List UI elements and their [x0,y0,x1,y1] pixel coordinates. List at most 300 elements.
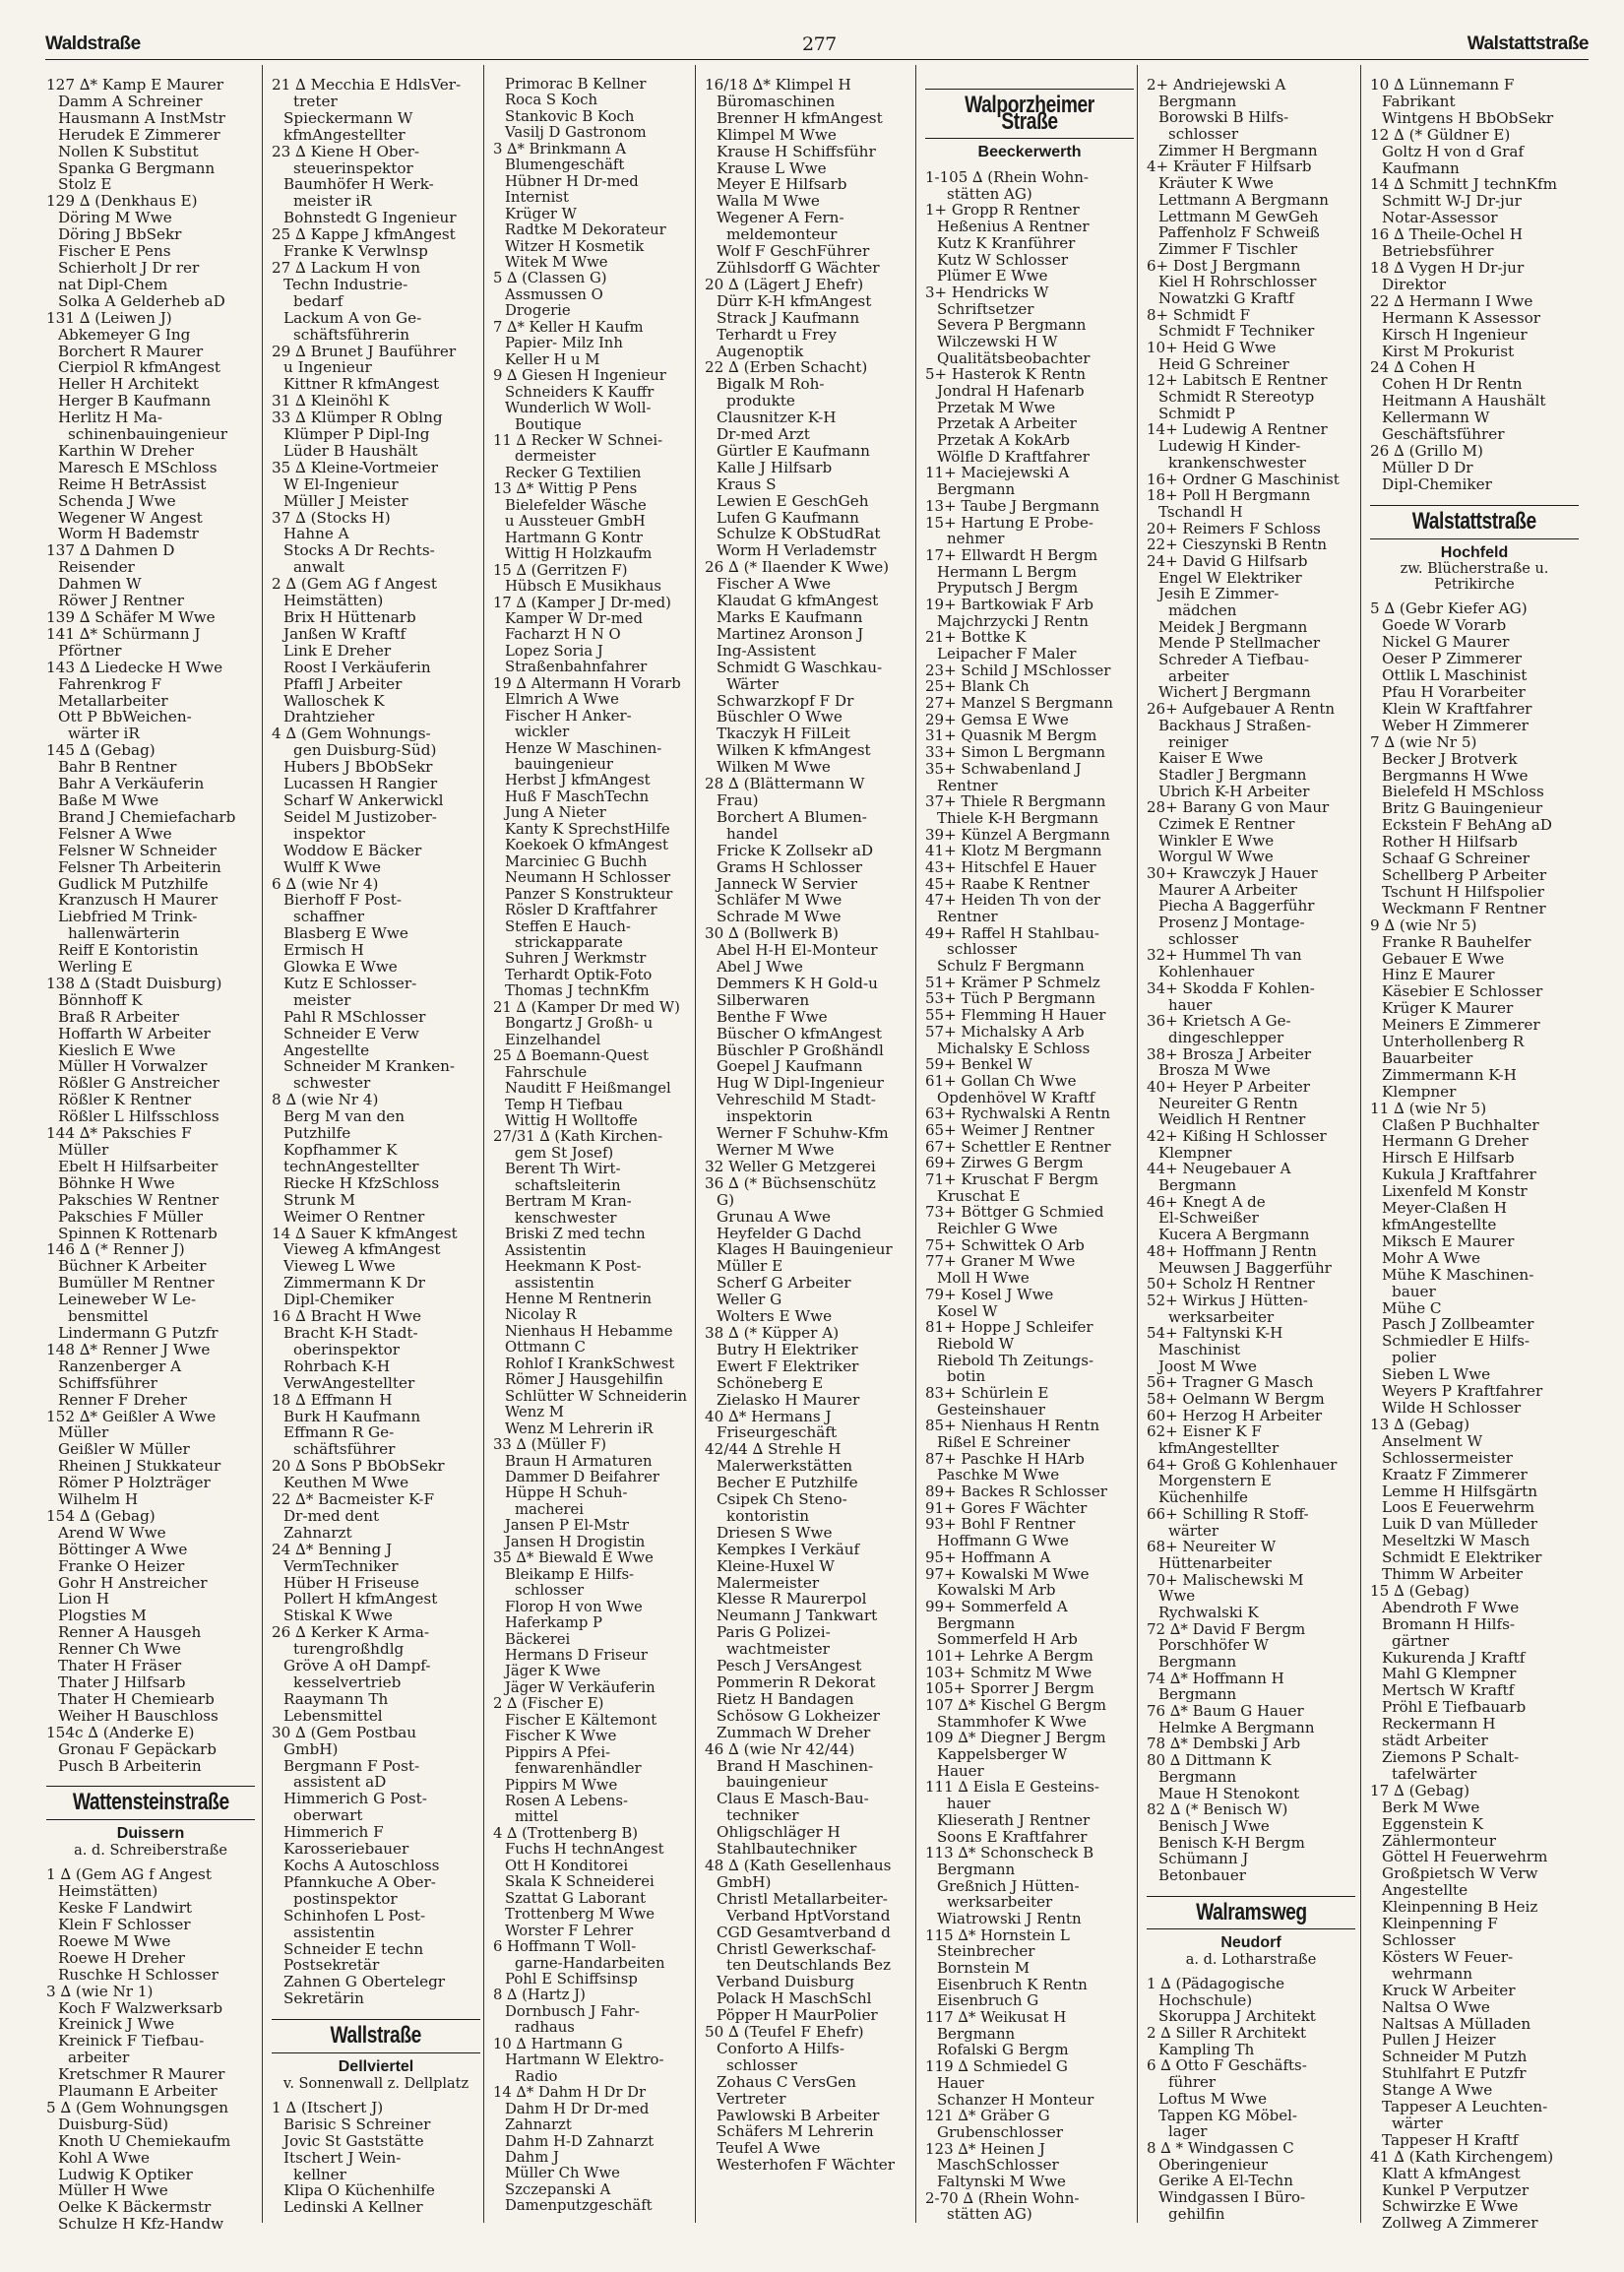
directory-entry: Weller G [717,1291,782,1309]
directory-entry: Wenz M Lehrerin iR [505,1420,654,1437]
directory-entry: Lemme H Hilfsgärtn [1382,1482,1538,1500]
directory-entry: Schellberg P Arbeiter [1382,865,1547,884]
section-rule [1370,538,1579,539]
directory-entry: Bierhoff F Post- [283,891,402,910]
directory-entry: schlosser [515,1582,585,1600]
directory-entry: Weckmann F Rentner [1382,899,1546,917]
directory-entry: Tschandl H [1158,502,1243,521]
directory-entry: Direktor [1382,275,1446,293]
directory-entry: Klipa O Küchenhilfe [283,2181,435,2200]
directory-entry: Schwarzkopf F Dr [717,691,854,710]
directory-entry: Jäger K Wwe [505,1663,601,1680]
directory-entry: Kalle J Hilfsarb [717,458,833,476]
street-section-header [272,2019,480,2092]
section-rule [1370,505,1579,506]
directory-entry: reiniger [1168,732,1228,751]
directory-entry: Zühlsdorff G Wächter [717,258,880,277]
directory-entry: Bergmann [1158,92,1237,110]
directory-entry: Worm H Verlademstr [717,541,877,560]
directory-entry: bedarf [293,291,344,310]
directory-entry: Kukurenda J Kraftf [1382,1648,1526,1667]
directory-entry: Kohlenhauer [1158,963,1255,981]
directory-entry: Gürtler E Kaufmann [717,441,870,460]
directory-entry: Kieslich E Wwe [58,1041,176,1059]
directory-entry: treter [293,92,338,110]
directory-entry: Kranzusch H Maurer [58,891,219,910]
directory-entry: 15 ∆ (Gebag) [1370,1581,1470,1600]
directory-entry: schlosser [947,940,1018,959]
directory-entry: 17+ Ellwardt H Bergm [925,545,1098,564]
directory-entry: Damenputzgeschäft [505,2197,653,2215]
directory-entry: Krüger K Maurer [1382,999,1514,1018]
directory-entry: bauingenieur [515,756,613,774]
directory-entry: Zahnarzt [283,1523,352,1542]
directory-entry: Keuthen M Wwe [283,1474,409,1492]
directory-entry: 14 ∆* Dahm H Dr Dr [493,2084,647,2102]
directory-entry: 26 ∆ Kerker K Arma- [272,1623,430,1642]
directory-entry: 16/18 ∆* Klimpel H [705,76,851,94]
directory-entry: Betriebsführer [1382,242,1494,261]
directory-entry: Berk M Wwe [1382,1798,1480,1816]
directory-entry: Verband HptVorstand [726,1906,891,1925]
directory-entry: Kutz E Schlosser- [283,974,417,992]
directory-entry: Büschler O Wwe [717,708,843,726]
district-name: Beeckerwerth [977,144,1082,161]
directory-entry: 25 ∆ Boemann-Quest [493,1047,649,1065]
directory-entry: Zahnen G Obertelegr [283,1973,446,1991]
directory-entry: Wölfle D Kraftfahrer [937,447,1090,466]
directory-entry: Dahmen W [58,575,142,594]
directory-entry: Zimmer H Bergmann [1158,141,1318,159]
directory-entry: 138 ∆ (Stadt Duisburg) [46,974,222,992]
directory-entry: Gudlick M Putzhilfe [58,874,209,893]
header-rule [45,59,1589,60]
directory-entry: Ruschke H Schlosser [58,1965,219,1984]
directory-entry: Grubenschlosser [937,2122,1063,2141]
directory-entry: 11 ∆ Recker W Schnei- [493,431,663,449]
directory-entry: Facharzt H N O [505,626,621,644]
directory-entry: Benisch K-H Bergm [1158,1833,1305,1852]
directory-entry: 22+ Cieszynski B Rentn [1147,536,1327,554]
directory-entry: Schlosser [1382,1930,1456,1949]
district-name: Dellviertel [338,2058,414,2076]
directory-entry: städt Arbeiter [1382,1732,1488,1750]
directory-entry: Krüger W [505,205,577,222]
directory-entry: Bongartz J Großh- u [505,1015,654,1033]
directory-entry: GmbH) [717,1872,772,1891]
directory-entry: Walla M Wwe [717,192,820,211]
directory-entry: Klempner [1158,1143,1232,1162]
district-name: Duissern [116,1825,185,1843]
directory-entry: Bielefelder Wäsche [505,496,647,514]
section-rule [46,1819,255,1820]
directory-entry: 30 ∆ (Bollwerk B) [705,924,839,943]
directory-entry: 99+ Sommerfeld A [925,1597,1068,1615]
directory-entry: nehmer [947,530,1005,548]
directory-entry: Barisic S Schreiner [283,2114,431,2133]
directory-entry: 30+ Krawczyk J Hauer [1147,864,1318,882]
directory-entry: 62+ Eisner K F [1147,1422,1262,1441]
street-section-header [1370,505,1579,594]
directory-entry: Jansen P El-Mstr [505,1517,629,1535]
directory-entry: 35+ Schwabenland J [925,759,1082,778]
directory-entry: kesselvertrieb [293,1673,402,1691]
directory-entry: Kappelsberger W [937,1745,1068,1764]
directory-entry: Tappen KG Möbel- [1158,2106,1297,2124]
directory-entry: gärtner [1392,1631,1450,1650]
directory-entry: Huß F MaschTechn [505,788,650,805]
directory-entry: 123 ∆* Heinen J [925,2139,1045,2158]
directory-entry: Oeser P Zimmerer [1382,650,1523,668]
directory-entry: Thater H Chemiearb [58,1689,215,1708]
directory-entry: 6 ∆ Otto F Geschäfts- [1147,2056,1307,2075]
directory-entry: Schläfer M Wwe [717,891,843,910]
directory-entry: Meiners E Zimmerer [1382,1016,1540,1035]
directory-entry: 10 ∆ Hartmann G [493,2035,623,2052]
directory-entry: 7 ∆ (wie Nr 5) [1370,732,1477,751]
directory-entry: hauer [947,1795,991,1813]
directory-entry: Kleinpenning B Heiz [1382,1898,1538,1917]
directory-entry: Pesch J VersAngest [717,1657,862,1675]
directory-entry: Przetak A KokArb [937,431,1070,450]
section-rule [925,89,1134,90]
directory-entry: Raaymann Th [283,1689,389,1708]
directory-entry: Rösler D Kraftfahrer [505,902,657,919]
column-separator [915,65,916,2223]
directory-entry: Geißler W Müller [58,1440,190,1459]
directory-entry: Becker J Brotverk [1382,749,1518,768]
directory-entry: Benthe F Wwe [717,1007,828,1026]
directory-entry: Wilhelm H [58,1490,139,1509]
directory-entry: 61+ Gollan Ch Wwe [925,1071,1077,1090]
directory-entry: Gröve A oH Dampf- [283,1657,431,1675]
directory-entry: Wegener A Fern- [717,209,844,227]
directory-entry: Dr-med dent [283,1506,380,1525]
directory-entry: 4 ∆ (Trottenberg B) [493,1824,639,1842]
directory-entry: Zimmermann K-H [1382,1065,1517,1084]
directory-entry: Ranzenberger A [58,1357,182,1375]
directory-entry: Felsner A Wwe [58,824,172,843]
directory-entry: 12+ Labitsch E Rentner [1147,371,1328,390]
directory-entry: Przetak M Wwe [937,398,1056,416]
directory-entry: Brix H Hüttenarb [283,608,416,626]
directory-entry: Blasberg E Wwe [283,924,408,943]
directory-entry: CGD Gesamtverband d [717,1923,891,1941]
directory-entry: Nollen K Substitut [58,142,199,160]
directory-entry: Leineweber W Le- [58,1291,197,1309]
directory-entry: 2 ∆ Siller R Architekt [1147,2024,1306,2043]
directory-entry: Vertreter [717,2089,786,2108]
directory-entry: mittel [515,1808,559,1826]
directory-entry: 23+ Schild J MSchlosser [925,661,1111,679]
directory-entry: Zummach W Dreher [717,1723,871,1741]
directory-entry: 32+ Hummel Th van [1147,946,1302,965]
directory-entry: 48+ Hoffmann J Rentn [1147,1241,1317,1260]
directory-entry: Becher E Putzhilfe [717,1474,858,1492]
directory-entry: Stuhlfahrt E Putzfr [1382,2064,1527,2083]
directory-entry: Schulze K ObStudRat [717,525,881,543]
directory-entry: Eisenbruch K Rentn [937,1975,1088,1993]
directory-entry: Woddow E Bäcker [283,841,422,859]
directory-entry: 18 ∆ Vygen H Dr-jur [1370,258,1525,277]
district-name: Neudorf [1220,1934,1281,1952]
directory-entry: 60+ Herzog H Arbeiter [1147,1406,1323,1424]
directory-entry: 37 ∆ (Stocks H) [272,508,391,527]
directory-entry: 129 ∆ (Denkhaus E) [46,192,198,211]
directory-entry: Müller H Wwe [58,2181,168,2200]
directory-entry: wachtmeister [726,1640,830,1659]
directory-entry: Stange A Wwe [1382,2081,1493,2100]
directory-entry: Renner Ch Wwe [58,1640,181,1659]
directory-entry: Hartmann W Elektro- [505,2051,664,2069]
directory-entry: Dipl-Chemiker [1382,474,1492,493]
directory-entry: Czimek E Rentner [1158,814,1295,833]
page-number: 277 [802,33,837,55]
directory-entry: Wilken K kfmAngest [717,741,871,760]
directory-entry: 7 ∆* Keller H Kaufm [493,318,644,336]
directory-entry: Klümper P Dipl-Ing [283,425,430,444]
directory-entry: Bergmann [937,1613,1016,1632]
directory-entry: Walloschek K [283,691,385,710]
directory-entry: Abel H-H El-Monteur [717,941,878,960]
directory-entry: hauer [1168,995,1213,1014]
directory-entry: Kohl A Wwe [58,2148,150,2167]
directory-entry: Mende P Stellmacher [1158,634,1321,653]
directory-entry: Dipl-Chemiker [283,1291,394,1309]
directory-entry: kfmAngestellte [1382,1216,1497,1233]
directory-entry: Elmrich A Wwe [505,691,619,709]
directory-entry: Abendroth F Wwe [1382,1598,1520,1616]
directory-entry: Pippirs A Pfei- [505,1743,611,1761]
directory-entry: Bumüller M Rentner [58,1274,215,1293]
directory-entry: Kopfhammer K [283,1141,398,1159]
directory-entry: Rößler K Rentner [58,1091,192,1109]
directory-entry: Wichert J Bergmann [1158,683,1311,702]
directory-entry: Lewien E GeschGeh [717,491,869,510]
directory-entry: Kellermann W [1382,409,1490,427]
directory-entry: Claßen P Buchhalter [1382,1115,1539,1134]
directory-entry: 5+ Hasterok K Rentn [925,365,1087,384]
directory-entry: Hinz E Maurer [1382,966,1495,984]
directory-entry: Schreder A Tiefbau- [1158,651,1309,669]
directory-entry: Schneider E Verw [283,1024,419,1042]
directory-entry: Helmke A Bergmann [1158,1718,1315,1736]
directory-entry: Pakschies W Rentner [58,1190,219,1209]
directory-entry: Christl Gewerkschaf- [717,1939,877,1958]
directory-entry: 46 ∆ (wie Nr 42/44) [705,1739,855,1758]
directory-entry: Fabrikant [1382,92,1456,110]
directory-entry: Pippirs M Wwe [505,1776,618,1794]
directory-entry: Claus E Masch-Bau- [717,1790,869,1808]
directory-entry: Seidel M Justizober- [283,807,437,826]
directory-entry: Franke K Verwlnsp [283,242,428,261]
column-3 [493,77,702,2215]
directory-entry: G) [717,1190,735,1209]
directory-entry: 148 ∆* Renner J Wwe [46,1340,211,1358]
directory-entry: Keske F Landwirt [58,1899,192,1918]
directory-entry: 22 ∆* Bacmeister K-F [272,1490,435,1509]
directory-entry: wärter [1392,2114,1443,2132]
directory-entry: Nowatzki G Kraftf [1158,288,1294,307]
directory-entry: Maschinist [1158,1340,1241,1358]
directory-entry: u Ingenieur [283,358,372,377]
directory-entry: Cierpiol R kfmAngest [58,358,220,377]
directory-entry: 33 ∆ Klümper R Oblng [272,409,443,427]
directory-entry: 85+ Nienhaus H Rentn [925,1417,1099,1435]
directory-entry: 63+ Rychwalski A Rentn [925,1104,1111,1123]
directory-entry: Kukula J Kraftfahrer [1382,1166,1536,1184]
directory-entry: 40 ∆* Hermans J [705,1407,832,1425]
directory-entry: Gesteinshauer [937,1400,1045,1419]
directory-entry: 68+ Neureiter W [1147,1538,1277,1556]
directory-entry: Riecke H KfzSchloss [283,1173,440,1192]
directory-entry: Angestellte [283,1041,370,1059]
directory-entry: Haferkamp P [505,1614,602,1632]
column-separator [695,65,696,2223]
directory-entry: Knoth U Chemiekaufm [58,2131,231,2150]
directory-entry: Betonbauer [1158,1865,1246,1884]
directory-entry: 13 ∆* Wittig P Pens [493,480,638,498]
directory-entry: Grunau A Wwe [717,1207,832,1226]
directory-entry: Kochs A Autoschloss [283,1856,440,1874]
directory-entry: Bergmanns H Wwe [1382,766,1529,785]
directory-entry: 17 ∆ (Gebag) [1370,1781,1470,1799]
directory-entry: nat Dipl-Chem [58,275,168,293]
directory-entry: 32 Weller G Metzgerei [705,1157,876,1175]
directory-entry: Wilde H Schlosser [1382,1398,1522,1417]
directory-entry: Müller J Meister [283,491,408,510]
directory-entry: Müller Ch Wwe [505,2165,620,2182]
directory-entry: Abkemeyer G Ing [58,325,191,344]
directory-entry: Eggenstein K [1382,1814,1483,1833]
directory-entry: Szattat G Laborant [505,1889,647,1907]
directory-entry: 1+ Gropp R Rentner [925,201,1080,220]
directory-entry: 33 ∆ (Müller F) [493,1436,607,1454]
directory-entry: Friseurgeschäft [717,1423,838,1442]
directory-entry: Worm H Bademstr [58,525,199,543]
directory-entry: Lion H [58,1590,109,1609]
directory-entry: 2 ∆ (Gem AG f Angest [272,575,437,594]
directory-entry: Hübner H Dr-med [505,172,639,190]
directory-entry: 73+ Böttger G Schmied [925,1203,1104,1222]
directory-entry: Sieben L Wwe [1382,1365,1491,1384]
directory-entry: Vehreschild M Stadt- [717,1091,876,1109]
directory-entry: Mahl G Klempner [1382,1665,1517,1683]
section-rule [272,2052,480,2053]
directory-entry: 79+ Kosel J Wwe [925,1285,1054,1303]
directory-entry: Klimpel M Wwe [717,125,837,144]
directory-entry: bensmittel [68,1307,149,1326]
directory-entry: Wilken M Wwe [717,758,831,777]
directory-entry: arbeiter [1168,666,1229,685]
directory-entry: Radtke M Dekorateur [505,221,666,239]
directory-entry: 65+ Weimer J Rentner [925,1120,1094,1139]
directory-entry: Paschke M Wwe [937,1466,1060,1484]
directory-entry: Ermisch H [283,941,364,960]
directory-entry: Rofalski G Bergm [937,2041,1069,2059]
directory-entry: Bahr A Verkäuferin [58,775,205,793]
directory-entry: Lackum A von Ge- [283,308,422,327]
directory-entry: Westerhofen F Wächter [717,2156,895,2175]
directory-entry: W El-Ingenieur [283,474,399,493]
directory-entry: mädchen [1168,601,1237,619]
street-name: Walporzheimer Straße [965,92,1094,135]
directory-entry: Bergmann [1158,1653,1237,1671]
directory-entry: Fischer K Wwe [505,1728,617,1745]
directory-entry: Franke R Bauhelfer [1382,932,1531,951]
directory-entry: Polack H MaschSchl [717,1989,872,2008]
directory-entry: Römer J Hausgehilfin [505,1371,663,1389]
directory-entry: 131 ∆ (Leiwen J) [46,308,172,327]
directory-entry: Bergmann [937,2024,1016,2043]
directory-entry: Bergmann [937,1860,1016,1878]
directory-entry: Bornstein M [937,1959,1031,1977]
location-note: v. Sonnenwall z. Dellplatz [282,2075,469,2092]
directory-entry: Kaufmann [1382,158,1460,177]
directory-entry: steuerinspektor [293,158,413,177]
directory-entry: 141 ∆* Schürmann J [46,624,201,643]
directory-entry: Kosel W [937,1301,998,1320]
directory-entry: Tschunt H Hilfspolier [1382,882,1544,901]
directory-entry: Schöneberg E [717,1373,824,1392]
directory-entry: stätten AG) [947,184,1032,203]
directory-entry: 18 ∆ Effmann H [272,1390,393,1409]
directory-entry: Hermann G Dreher [1382,1132,1529,1151]
directory-entry: Reichler G Wwe [937,1220,1058,1238]
directory-entry: Fischer H Anker- [505,707,632,725]
directory-entry: 15+ Hartung E Probe- [925,513,1093,532]
directory-entry: schlosser [1168,929,1239,948]
directory-entry: Tappeser H Kraftf [1382,2130,1519,2149]
directory-entry: Büchner K Arbeiter [58,1257,207,1276]
street-name: Walramsweg [1195,1898,1307,1925]
directory-entry: Strunk M [283,1190,355,1209]
directory-entry: Benisch J Wwe [1158,1816,1270,1835]
directory-entry: Porschhöfer W [1158,1636,1269,1655]
directory-entry: 35 ∆* Biewald E Wwe [493,1549,654,1567]
directory-entry: 71+ Kruschat F Bergm [925,1170,1099,1188]
directory-entry: Abel J Wwe [717,958,803,977]
directory-entry: Henne M Rentnerin [505,1290,653,1307]
directory-entry: 76 ∆* Baum G Hauer [1147,1702,1304,1721]
directory-entry: Reime H BetrAssist [58,474,207,493]
directory-entry: 111 ∆ Eisla E Gesteins- [925,1778,1099,1797]
directory-entry: 14 ∆ Sauer K kfmAngest [272,1224,458,1242]
directory-entry: Roost I Verkäuferin [283,658,431,676]
directory-entry: Dr-med Arzt [717,425,810,444]
directory-entry: Schmidt E Elektriker [1382,1548,1542,1567]
directory-entry: Nauditt F Heißmangel [505,1080,671,1098]
directory-entry: Butry H Elektriker [717,1340,858,1358]
directory-entry: 39+ Künzel A Bergmann [925,825,1110,844]
directory-entry: 109 ∆* Diegner J Bergm [925,1729,1106,1747]
directory-entry: Berg M van den [283,1107,406,1126]
directory-entry: Gerike A El-Techn [1158,2172,1293,2190]
directory-entry: 24 ∆ Cohen H [1370,358,1475,377]
directory-entry: Pfannkuche A Ober- [283,1872,436,1891]
directory-entry: 107 ∆* Kischel G Bergm [925,1696,1106,1714]
directory-entry: 15 ∆ (Gerritzen F) [493,561,628,579]
directory-entry: Prosenz J Montage- [1158,914,1305,932]
directory-entry: schäftsführer [293,1440,396,1459]
directory-entry: Fricke K Zollsekr aD [717,841,874,859]
directory-entry: VermTechniker [283,1556,399,1575]
directory-entry: 6 ∆ (wie Nr 4) [272,874,379,893]
directory-entry: 46+ Knegt A de [1147,1192,1266,1211]
directory-entry: Wulff K Wwe [283,857,382,876]
directory-entry: fenwarenhändler [515,1760,642,1778]
directory-entry: meister iR [293,192,372,211]
